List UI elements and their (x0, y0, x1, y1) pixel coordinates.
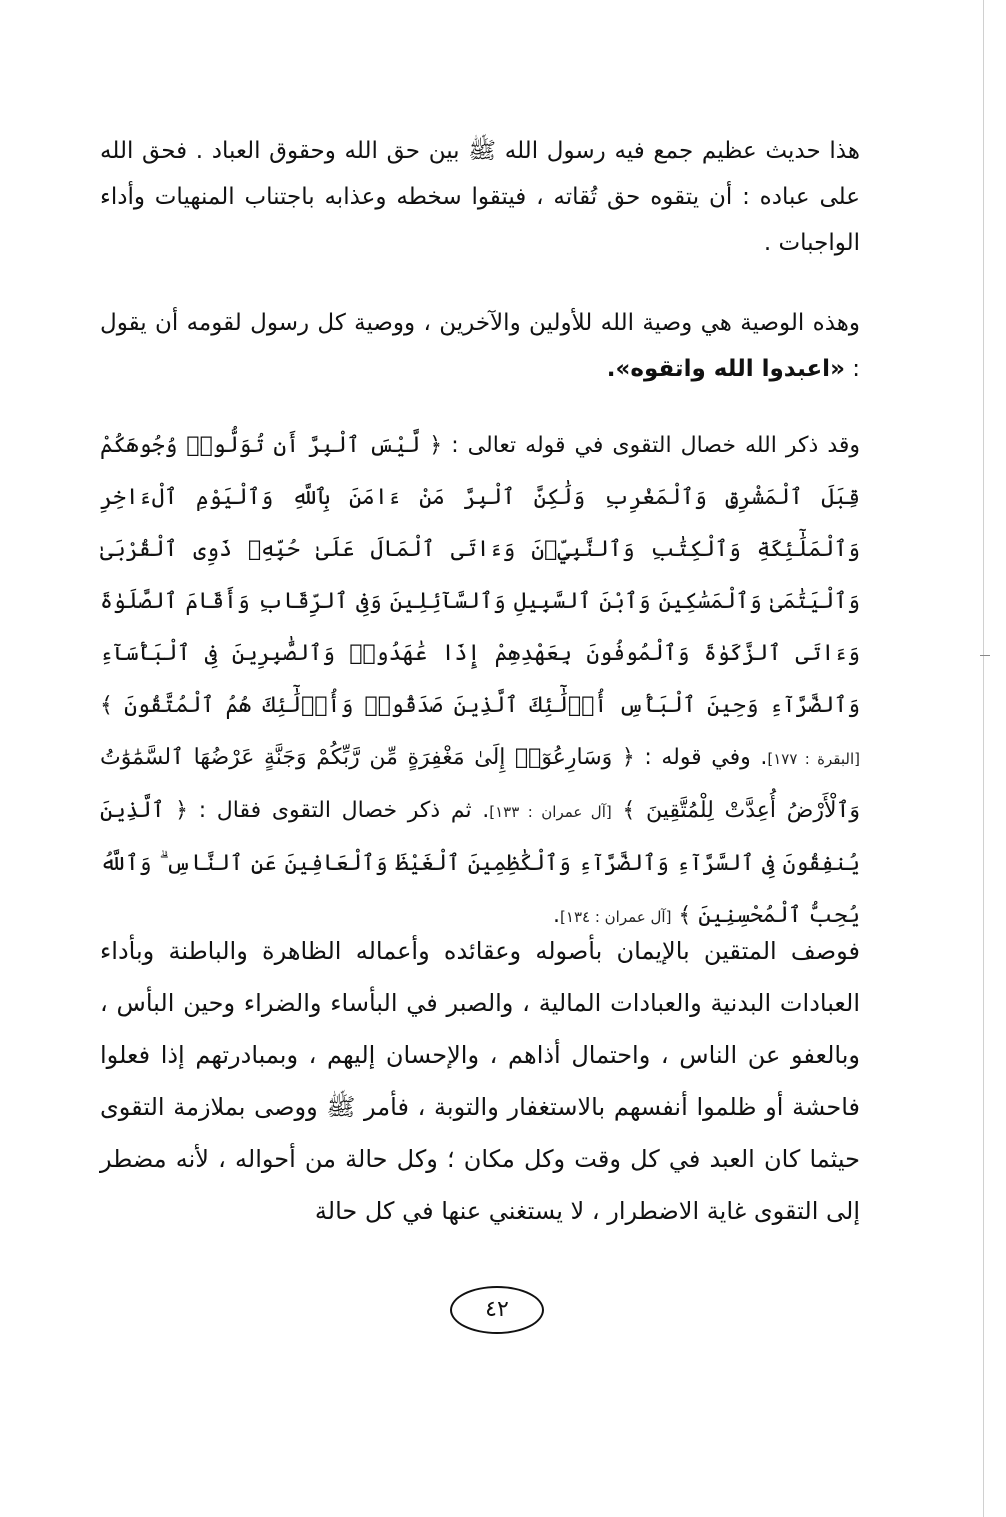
quran-verse-imran-133: ﴿ وَسَارِعُوٓا۟ إِلَىٰ مَغْفِرَةٍ مِّن رَّبِّكُمْ وَجَنَّةٍ عَرْضُهَا ٱلسَّمَٰوَٰتُ وَٱلْأَرْضُ أُعِدَّتْ لِلْمُتَّقِينَ ﴾ (100, 745, 861, 823)
verses-connector: . ثم ذكر خصال التقوى فقال : (188, 798, 490, 823)
paragraph-text (100, 300, 860, 392)
paragraph-commandment (100, 300, 860, 392)
paragraph-text: فوصف المتقين بالإيمان بأصوله وعقائده وأعماله الظاهرة والباطنة وبأداء العبادات البدنية والعبادات المالية ، والصبر في البأساء والضراء وحين البأس ، وبالعفو عن الناس ، واحتمال أذاهم ، والإحسان إليهم ، وبمبادرتهم إذا فعلوا فاحشة أو ظلموا أنفسهم بالاستغفار والتوبة ، فأمر ﷺ ووصى بملازمة التقوى حيثما كان العبد في كل وقت وكل مكان ؛ وكل حالة من أحواله ، لأنه مضطر إلى التقوى غاية الاضطرار ، لا يستغني عنها في كل حالة (100, 937, 860, 1225)
quran-verse-imran-134: ﴿ ٱلَّذِينَ يُنفِقُونَ فِى ٱلسَّرَّآءِ وَٱلضَّرَّآءِ وَٱلْكَٰظِمِينَ ٱلْغَيْظَ وَٱلْعَافِينَ عَنِ ٱلنَّاسِ ۗ وَٱللَّهُ يُحِبُّ ٱلْمُحْسِنِينَ ﴾ (100, 798, 860, 928)
paragraph-text (100, 420, 860, 943)
paragraph-verses (100, 420, 860, 943)
paragraph-lead: وهذه الوصية هي وصية الله للأولين والآخرين ، ووصية كل رسول لقومه أن يقول : (100, 310, 860, 382)
verse-reference: [آل عمران : ١٣٣] (489, 803, 612, 821)
verse-reference: [البقرة : ١٧٧] (767, 750, 860, 768)
paragraph-description (100, 925, 860, 1237)
paragraph-rights (100, 128, 860, 266)
hadith-quote: «اعبدوا الله واتقوه». (606, 356, 845, 382)
verse-reference: [آل عمران : ١٣٤] (560, 908, 672, 926)
paragraph-text: هذا حديث عظيم جمع فيه رسول الله ﷺ بين حق الله وحقوق العباد . فحق الله على عباده : أن يتقوه حق تُقاته ، فيتقوا سخطه وعذابه باجتناب المنهيات وأداء الواجبات . (100, 138, 860, 256)
scan-edge-line (983, 0, 984, 1517)
page-number: ٤٢ (450, 1286, 544, 1334)
scan-tick-mark (980, 655, 990, 656)
quran-verse-baqarah: ﴿ لَّيْسَ ٱلْبِرَّ أَن تُوَلُّوا۟ وُجُوهَكُمْ قِبَلَ ٱلْمَشْرِقِ وَٱلْمَغْرِبِ وَلَٰكِنَّ ٱلْبِرَّ مَنْ ءَامَنَ بِٱللَّهِ وَٱلْيَوْمِ ٱلْءَاخِرِ وَٱلْمَلَٰٓئِكَةِ وَٱلْكِتَٰبِ وَٱلنَّبِيِّۦنَ وَءَاتَى ٱلْمَالَ عَلَىٰ حُبِّهِۦ ذَوِى ٱلْقُرْبَىٰ وَٱلْيَتَٰمَىٰ وَٱلْمَسَٰكِينَ وَٱبْنَ ٱلسَّبِيلِ وَٱلسَّآئِلِينَ وَفِى ٱلرِّقَابِ وَأَقَامَ ٱلصَّلَوٰةَ وَءَاتَى ٱلزَّكَوٰةَ وَٱلْمُوفُونَ بِعَهْدِهِمْ إِذَا عَٰهَدُوا۟ وَٱلصَّٰبِرِينَ فِى ٱلْبَأْسَآءِ وَٱلضَّرَّآءِ وَحِينَ ٱلْبَأْسِ أُو۟لَٰٓئِكَ ٱلَّذِينَ صَدَقُوا۟ وَأُو۟لَٰٓئِكَ هُمُ ٱلْمُتَّقُونَ ﴾ (100, 433, 860, 718)
verses-end: . (553, 903, 561, 928)
verses-intro: وقد ذكر الله خصال التقوى في قوله تعالى : (442, 433, 861, 458)
verses-connector: . وفي قوله : (634, 745, 768, 770)
